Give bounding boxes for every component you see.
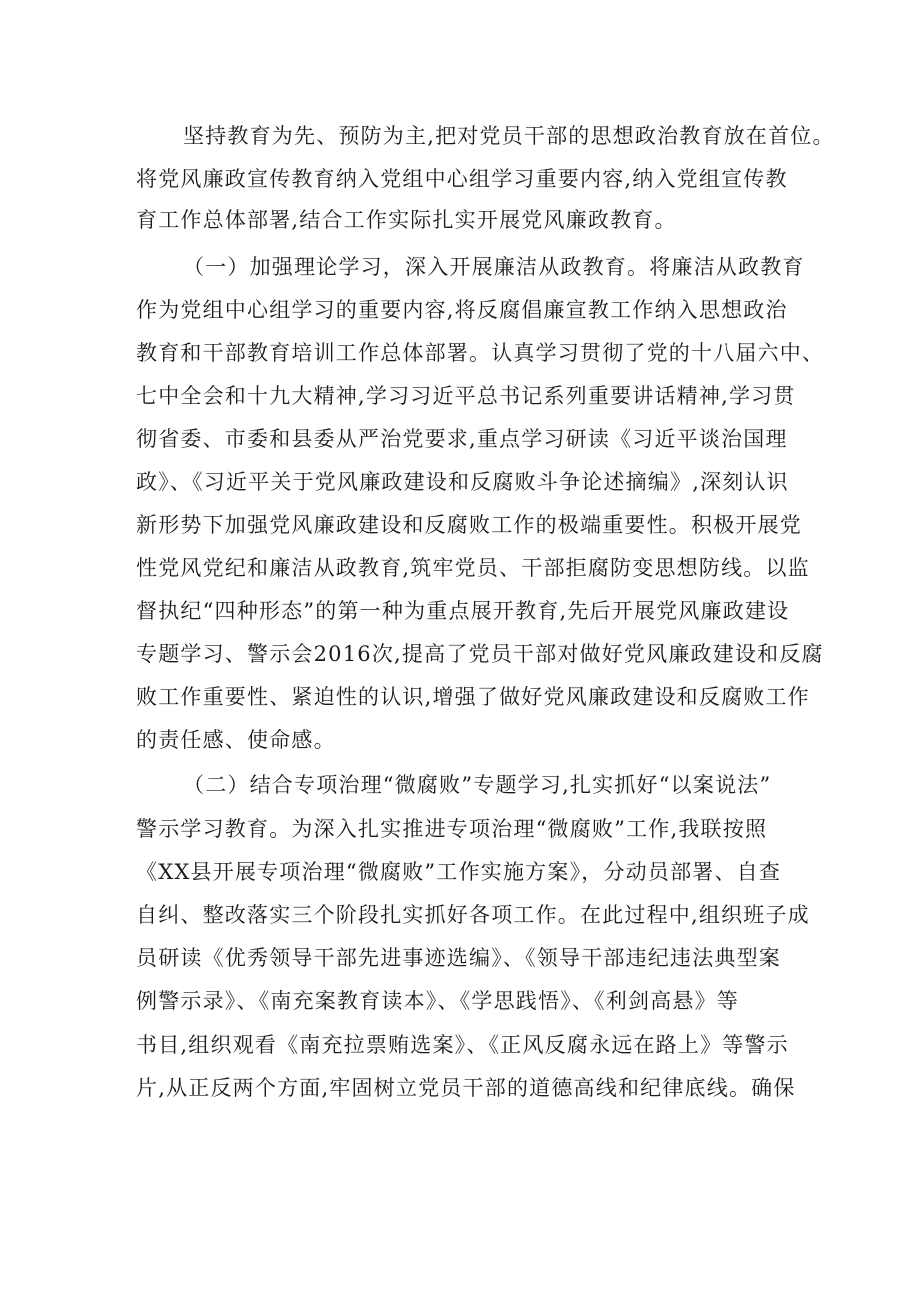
- text-line-10: 新形势下加强党风廉政建设和反腐败工作的极端重要性。积极开展党: [136, 513, 802, 537]
- text-line-23: 片,从正反两个方面,牢固树立党员干部的道德高线和纪律底线。确保: [136, 1076, 796, 1100]
- text-line-5: 作为党组中心组学习的重要内容,将反腐倡廉宣教工作纳入思想政治: [136, 298, 788, 322]
- text-line-22: 书目,组织观看《南充拉票贿选案》、《正风反腐永远在路上》等警示: [136, 1033, 789, 1057]
- text-line-2: 将党风廉政宣传教育纳入党组中心组学习重要内容,纳入党组宣传教: [136, 167, 788, 191]
- text-line-4: （一）加强理论学习，深入开展廉洁从政教育。将廉洁从政教育: [183, 255, 805, 279]
- text-line-15: 的责任感、使命感。: [136, 728, 336, 752]
- text-line-21: 例警示录》、《南充案教育读本》、《学思践悟》、《利剑高悬》等: [136, 989, 739, 1013]
- text-line-7: 七中全会和十九大精神,学习习近平总书记系列重要讲话精神,学习贯: [136, 384, 796, 408]
- text-line-8: 彻省委、市委和县委从严治党要求,重点学习研读《习近平谈治国理: [136, 427, 788, 451]
- text-line-18: 《XX县开展专项治理“微腐败”工作实施方案》，分动员部署、自查: [136, 860, 782, 884]
- text-line-3: 育工作总体部署,结合工作实际扎实开展党风廉政教育。: [136, 208, 677, 232]
- text-line-19: 自纠、整改落实三个阶段扎实抓好各项工作。在此过程中,组织班子成: [136, 903, 810, 927]
- text-line-6: 教育和干部教育培训工作总体部署。认真学习贯彻了党的十八届六中、: [136, 341, 825, 365]
- text-line-12: 督执纪“四种形态”的第一种为重点展开教育,先后开展党风廉政建设: [136, 599, 790, 623]
- text-line-11: 性党风党纪和廉洁从政教育,筑牢党员、干部拒腐防变思想防线。以监: [136, 556, 810, 580]
- text-line-20: 员研读《优秀领导干部先进事迹选编》、《领导干部违纪违法典型案: [136, 946, 781, 970]
- text-line-9: 政》、《习近平关于党风廉政建设和反腐败斗争论述摘编》,深刻认识: [136, 470, 789, 494]
- text-line-1: 坚持教育为先、预防为主,把对党员干部的思想政治教育放在首位。: [183, 124, 835, 148]
- text-line-17: 警示学习教育。为深入扎实推进专项治理“微腐败”工作,我联按照: [136, 817, 768, 841]
- text-line-14: 败工作重要性、紧迫性的认识,增强了做好党风廉政建设和反腐败工作: [136, 685, 810, 709]
- text-line-13: 专题学习、警示会2016次,提高了党员干部对做好党风廉政建设和反腐: [136, 642, 824, 666]
- text-line-16: （二）结合专项治理“微腐败”专题学习,扎实抓好“以案说法”: [183, 773, 772, 797]
